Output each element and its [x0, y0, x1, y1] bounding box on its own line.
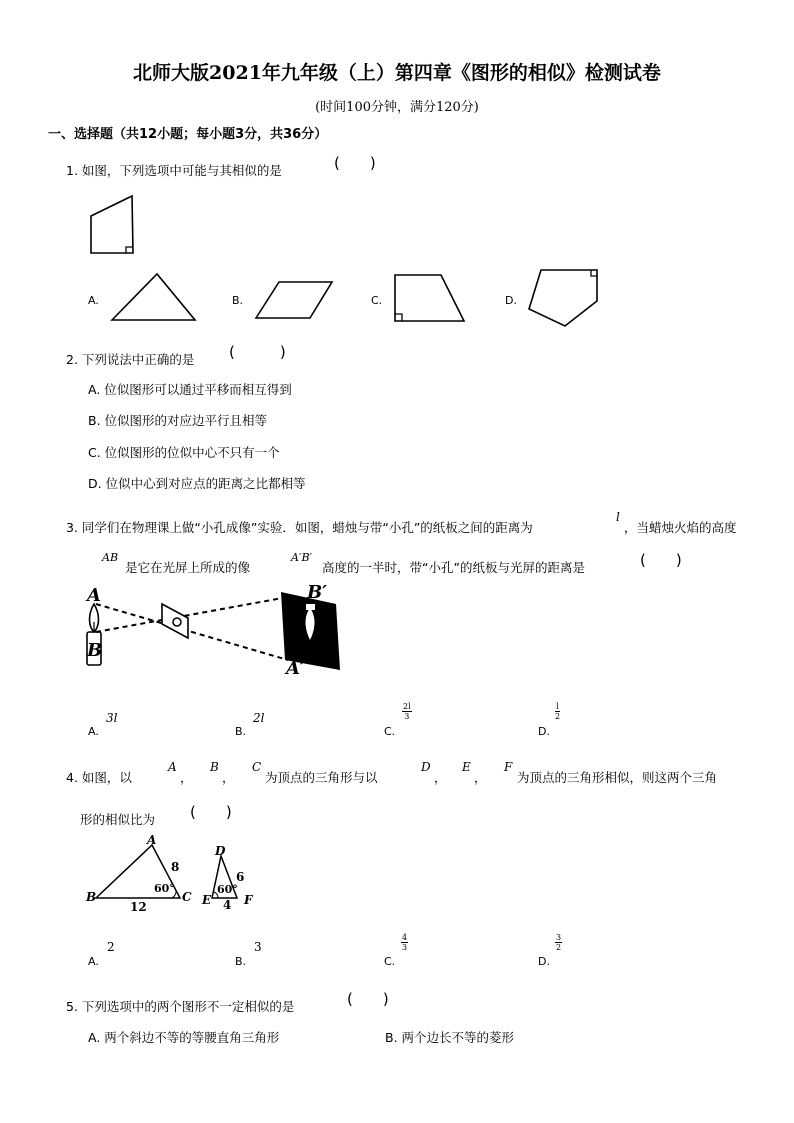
q3-opt-b-label: B. [235, 725, 247, 738]
q4-fig-side-bc: 12 [130, 900, 147, 914]
q4-bracket: ( ) [190, 803, 232, 821]
q1-opt-d-label: D. [505, 294, 517, 307]
q4-fig-side-ac: 8 [171, 860, 180, 874]
q4-fig-label-e: E [202, 893, 212, 907]
q3-opt-c-denominator: 3 [404, 712, 410, 721]
q3-label-b: B [87, 640, 103, 661]
q4-opt-d-numerator: 3 [556, 933, 562, 942]
q3-label-ap: A′ [286, 658, 305, 679]
q4-stem-line2: 形的相似比为 [80, 812, 156, 827]
page-subtitle: (时间100分钟，满分120分) [315, 100, 479, 115]
q4-opt-d-label: D. [538, 955, 550, 968]
q4-fig-angle-e: 60° [217, 883, 238, 896]
q4-var-f: F [504, 760, 513, 774]
q2-stem: 2. 下列说法中正确的是 [66, 352, 195, 367]
q4-var-d: D [421, 760, 431, 774]
q4-opt-c-fraction [401, 933, 408, 952]
q4-comma-3: ， [434, 770, 447, 785]
q4-opt-c-numerator: 4 [402, 933, 408, 942]
q4-stem-start: 4. 如图，以 [66, 770, 132, 785]
q3-var-l: l [616, 510, 620, 524]
q4-fig-label-c: C [182, 890, 192, 904]
q2-option-c: C. 位似图形的位似中心不只有一个 [88, 445, 280, 460]
q4-opt-d-fraction [555, 933, 562, 952]
q5-option-b: B. 两个边长不等的菱形 [385, 1030, 515, 1045]
q4-var-a: A [168, 760, 177, 774]
q3-var-ab: AB [102, 551, 119, 564]
q3-opt-a-label: A. [88, 725, 99, 738]
q4-var-e: E [462, 760, 471, 774]
q4-comma-4: ， [474, 770, 487, 785]
q3-stem-line1: 3. 同学们在物理课上做“小孔成像”实验．如图，蜡烛与带“小孔”的纸板之间的距离为 [66, 520, 533, 535]
page-title: 北师大版2021年九年级（上）第四章《图形的相似》检测试卷 [133, 62, 661, 84]
q2-option-d: D. 位似中心到对应点的距离之比都相等 [88, 476, 306, 491]
q4-opt-c-denominator: 3 [402, 943, 408, 952]
q3-stem-line2b: 高度的一半时，带“小孔”的纸板与光屏的距离是 [322, 560, 585, 575]
q4-opt-d-denominator: 2 [556, 943, 562, 952]
q4-opt-b-value: 3 [254, 940, 262, 954]
q1-opt-b-label: B. [232, 294, 244, 307]
q3-stem-line1-end: ，当蜡烛火焰的高度 [624, 520, 737, 535]
q4-stem-mid: 为顶点的三角形与以 [265, 770, 378, 785]
q5-bracket: ( ) [347, 990, 389, 1008]
q4-fig-side-df: 6 [236, 870, 245, 884]
q4-opt-b-label: B. [235, 955, 247, 968]
q3-opt-c-label: C. [384, 725, 396, 738]
q3-label-bp: B′ [307, 582, 327, 603]
q4-fig-angle-c: 60° [154, 882, 175, 895]
q3-opt-d-numerator: l [556, 702, 559, 711]
q3-bracket: ( ) [640, 551, 682, 569]
q4-opt-c-label: C. [384, 955, 396, 968]
q2-bracket: ( ) [229, 343, 286, 361]
q4-comma-1: ， [180, 770, 193, 785]
q1-opt-a-label: A. [88, 294, 99, 307]
q3-label-a: A [87, 585, 101, 606]
q5-stem: 5. 下列选项中的两个图形不一定相似的是 [66, 999, 295, 1014]
q4-fig-label-f: F [244, 893, 253, 907]
q4-comma-2: ， [222, 770, 235, 785]
q2-option-a: A. 位似图形可以通过平移而相互得到 [88, 382, 292, 397]
q5-option-a: A. 两个斜边不等的等腰直角三角形 [88, 1030, 280, 1045]
q4-fig-label-a: A [147, 833, 157, 847]
q4-stem-end: 为顶点的三角形相似，则这两个三角 [517, 770, 718, 785]
q2-option-b: B. 位似图形的对应边平行且相等 [88, 413, 268, 428]
q4-var-c: C [252, 760, 262, 774]
q4-fig-label-b: B [86, 890, 97, 904]
q3-opt-b-value: 2l [253, 711, 265, 725]
q4-opt-a-label: A. [88, 955, 99, 968]
q3-opt-c-numerator: 2l [403, 702, 411, 711]
q4-fig-label-d: D [215, 844, 226, 858]
q4-fig-side-ef: 4 [223, 898, 232, 912]
q3-stem-line2a: 是它在光屏上所成的像 [125, 560, 251, 575]
q3-opt-d-denominator: 2 [555, 712, 561, 721]
q3-opt-d-label: D. [538, 725, 550, 738]
q1-stem: 1. 如图，下列选项中可能与其相似的是 [66, 163, 282, 178]
q4-var-b: B [210, 760, 219, 774]
q4-opt-a-value: 2 [107, 940, 115, 954]
section-heading: 一、选择题（共12小题；每小题3分，共36分） [48, 127, 328, 142]
q1-opt-c-label: C. [371, 294, 383, 307]
q3-opt-a-value: 3l [106, 711, 118, 725]
q3-var-apbp: A′B′ [291, 551, 313, 564]
q1-bracket: ( ) [334, 154, 376, 172]
